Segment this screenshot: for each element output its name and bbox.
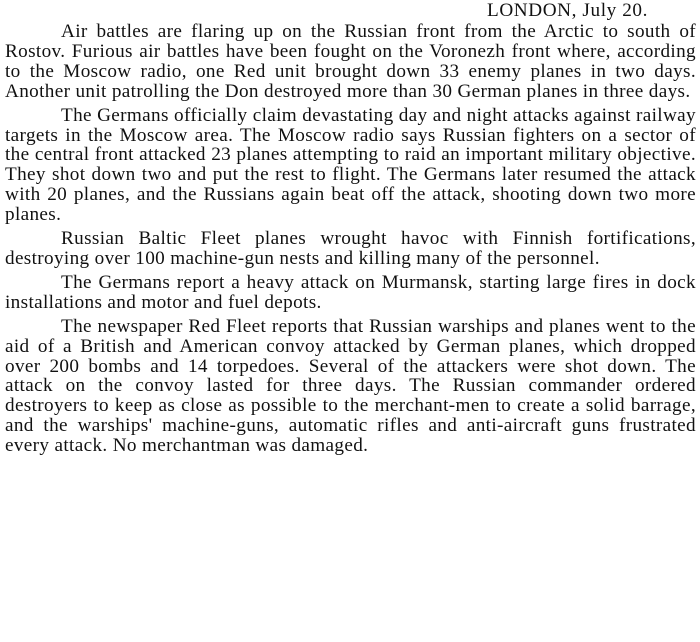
dateline: LONDON, July 20. — [487, 0, 648, 21]
paragraph-air-battles: Air battles are flaring up on the Russian front from the Arctic to south of Rostov. Furious air battles have been fought on the Voronezh front where, according to the Moscow radio, one Red unit brought down 33 enemy planes in two days. Another unit patrolling the Don destroyed more than 30 German planes in three days. — [5, 21, 696, 102]
paragraph-murmansk: The Germans report a heavy attack on Murmansk, starting large fires in dock installations and motor and fuel depots. — [5, 271, 696, 313]
paragraph-moscow-attacks: The Germans officially claim devastating day and night attacks against railway targets in the Moscow area. The Moscow radio says Russian fighters on a sector of the central front attacked 23 planes attempting to raid an important military objective. They shot down two and put the rest to flight. The Germans later resumed the attack with 20 planes, and the Russians again beat off the attack, shooting down two more planes. — [5, 104, 696, 226]
paragraph-baltic-fleet: Russian Baltic Fleet planes wrought havoc with Finnish fortifications, destroying over 100 machine-gun nests and killing many of the personnel. — [5, 228, 696, 269]
paragraph-red-fleet-convoy: The newspaper Red Fleet reports that Russian warships and planes went to the aid of a British and American convoy attacked by German planes, which dropped over 200 bombs and 14 torpedoes. Several of the attackers were shot down. The attack on the convoy lasted for three days. The Russian commander ordered destroyers to keep as close as possible to the merchant-men to create a solid barrage, and the warships' machine-guns, automatic rifles and anti-aircraft guns frustrated every attack. No merchantman was damaged. — [5, 315, 696, 457]
